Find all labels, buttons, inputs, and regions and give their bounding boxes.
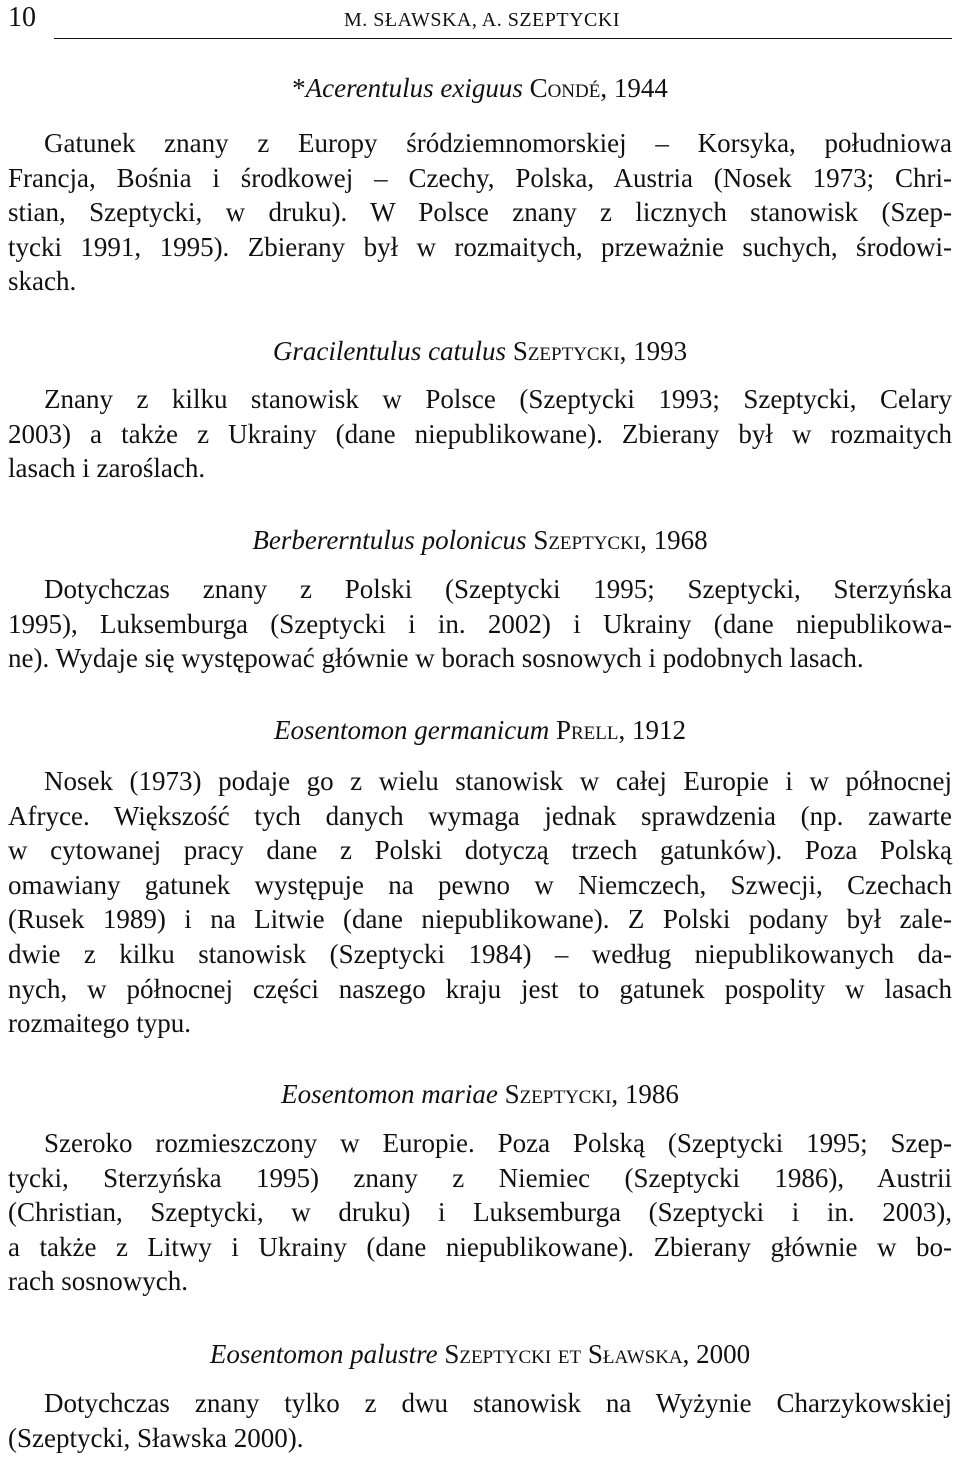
- species-name: Acerentulus exiguus: [305, 73, 523, 103]
- paragraph-line: Francja, Bośnia i środkowej – Czechy, Polska, Austria (Nosek 1973; Chri-: [8, 162, 952, 193]
- species-paragraph: [8, 572, 952, 676]
- species-paragraph: [8, 1386, 952, 1455]
- species-heading: [8, 72, 952, 104]
- running-head-rule: [54, 38, 952, 39]
- paragraph-line: lasach i zaroślach.: [8, 453, 206, 484]
- species-year: , 2000: [682, 1339, 751, 1369]
- paragraph-line: tycki, Sterzyńska 1995) znany z Niemiec (Szeptycki 1986), Austrii: [8, 1162, 952, 1193]
- paragraph-line: 2003) a także z Ukrainy (dane niepublikowane). Zbierany był w rozmaitych: [8, 418, 952, 449]
- species-paragraph: [8, 1126, 952, 1299]
- species-paragraph: [8, 126, 952, 299]
- paragraph-line: Gatunek znany z Europy śródziemnomorskiej – Korsyka, południowa: [44, 128, 952, 158]
- paragraph-line: rozmaitego typu.: [8, 1008, 191, 1039]
- paragraph-line: (Christian, Szeptycki, w druku) i Luksemburga (Szeptycki i in. 2003),: [8, 1197, 952, 1228]
- species-heading-prefix: *: [292, 73, 306, 103]
- species-heading: [8, 714, 952, 746]
- species-name: Gracilentulus catulus: [272, 336, 507, 366]
- species-author: Szeptycki: [512, 336, 620, 366]
- species-heading: [8, 524, 952, 556]
- species-name: Eosentomon germanicum: [274, 715, 550, 745]
- running-head: [8, 2, 952, 36]
- species-author: Szeptycki et Sławska: [444, 1339, 683, 1369]
- paragraph-line: (Rusek 1989) i na Litwie (dane niepublikowane). Z Polski podany był zale-: [8, 904, 952, 935]
- species-name: Eosentomon palustre: [209, 1339, 438, 1369]
- species-heading: [8, 335, 952, 367]
- paragraph-line: 1995), Luksemburga (Szeptycki i in. 2002) i Ukrainy (dane niepublikowa-: [8, 608, 952, 639]
- paragraph-line: dwie z kilku stanowisk (Szeptycki 1984) – według niepublikowanych da-: [8, 938, 952, 969]
- paragraph-line: skach.: [8, 266, 77, 297]
- running-head-authors: M. SŁAWSKA, A. SZEPTYCKI: [344, 9, 620, 31]
- paragraph-line: a także z Litwy i Ukrainy (dane niepublikowane). Zbierany głównie w bo-: [8, 1231, 952, 1262]
- species-heading: [8, 1078, 952, 1110]
- species-author: Prell: [555, 715, 619, 745]
- paragraph-line: Nosek (1973) podaje go z wielu stanowisk w całej Europie i w północnej: [44, 766, 952, 796]
- paragraph-line: Dotychczas znany z Polski (Szeptycki 1995; Szeptycki, Sterzyńska: [44, 574, 952, 604]
- paragraph-line: stian, Szeptycki, w druku). W Polsce znany z licznych stanowisk (Szep-: [8, 197, 952, 228]
- species-author: Szeptycki: [533, 525, 641, 555]
- paragraph-line: Szeroko rozmieszczony w Europie. Poza Polską (Szeptycki 1995; Szep-: [44, 1128, 952, 1158]
- paragraph-line: w cytowanej pracy dane z Polski dotyczą trzech gatunków). Poza Polską: [8, 835, 952, 866]
- species-year: , 1912: [618, 715, 686, 745]
- paragraph-line: ne). Wydaje się występować głównie w borach sosnowych i podobnych lasach.: [8, 643, 864, 674]
- species-year: , 1993: [619, 336, 688, 366]
- paragraph-line: Afryce. Większość tych danych wymaga jednak sprawdzenia (np. zawarte: [8, 800, 952, 831]
- species-author: Condé: [529, 73, 601, 103]
- paragraph-line: tycki 1991, 1995). Zbierany był w rozmaitych, przeważnie suchych, środowi-: [8, 231, 952, 262]
- species-heading: [8, 1338, 952, 1370]
- paragraph-line: omawiany gatunek występuje na pewno w Niemczech, Szwecji, Czechach: [8, 869, 952, 900]
- species-paragraph: [8, 382, 952, 486]
- species-year: , 1986: [611, 1079, 679, 1109]
- page-number: 10: [8, 2, 36, 33]
- species-year: , 1944: [600, 73, 668, 103]
- species-paragraph: [8, 764, 952, 1041]
- paragraph-line: nych, w północnej części naszego kraju jest to gatunek pospolity w lasach: [8, 973, 952, 1004]
- paragraph-line: Dotychczas znany tylko z dwu stanowisk na Wyżynie Charzykowskiej: [44, 1388, 952, 1418]
- species-name: Berbererntulus polonicus: [252, 525, 527, 555]
- species-author: Szeptycki: [504, 1079, 612, 1109]
- article-page: [8, 0, 952, 1460]
- species-year: , 1968: [640, 525, 708, 555]
- paragraph-line: Znany z kilku stanowisk w Polsce (Szeptycki 1993; Szeptycki, Celary: [44, 384, 952, 414]
- paragraph-line: (Szeptycki, Sławska 2000).: [8, 1422, 304, 1453]
- paragraph-line: rach sosnowych.: [8, 1266, 188, 1297]
- species-name: Eosentomon mariae: [281, 1079, 498, 1109]
